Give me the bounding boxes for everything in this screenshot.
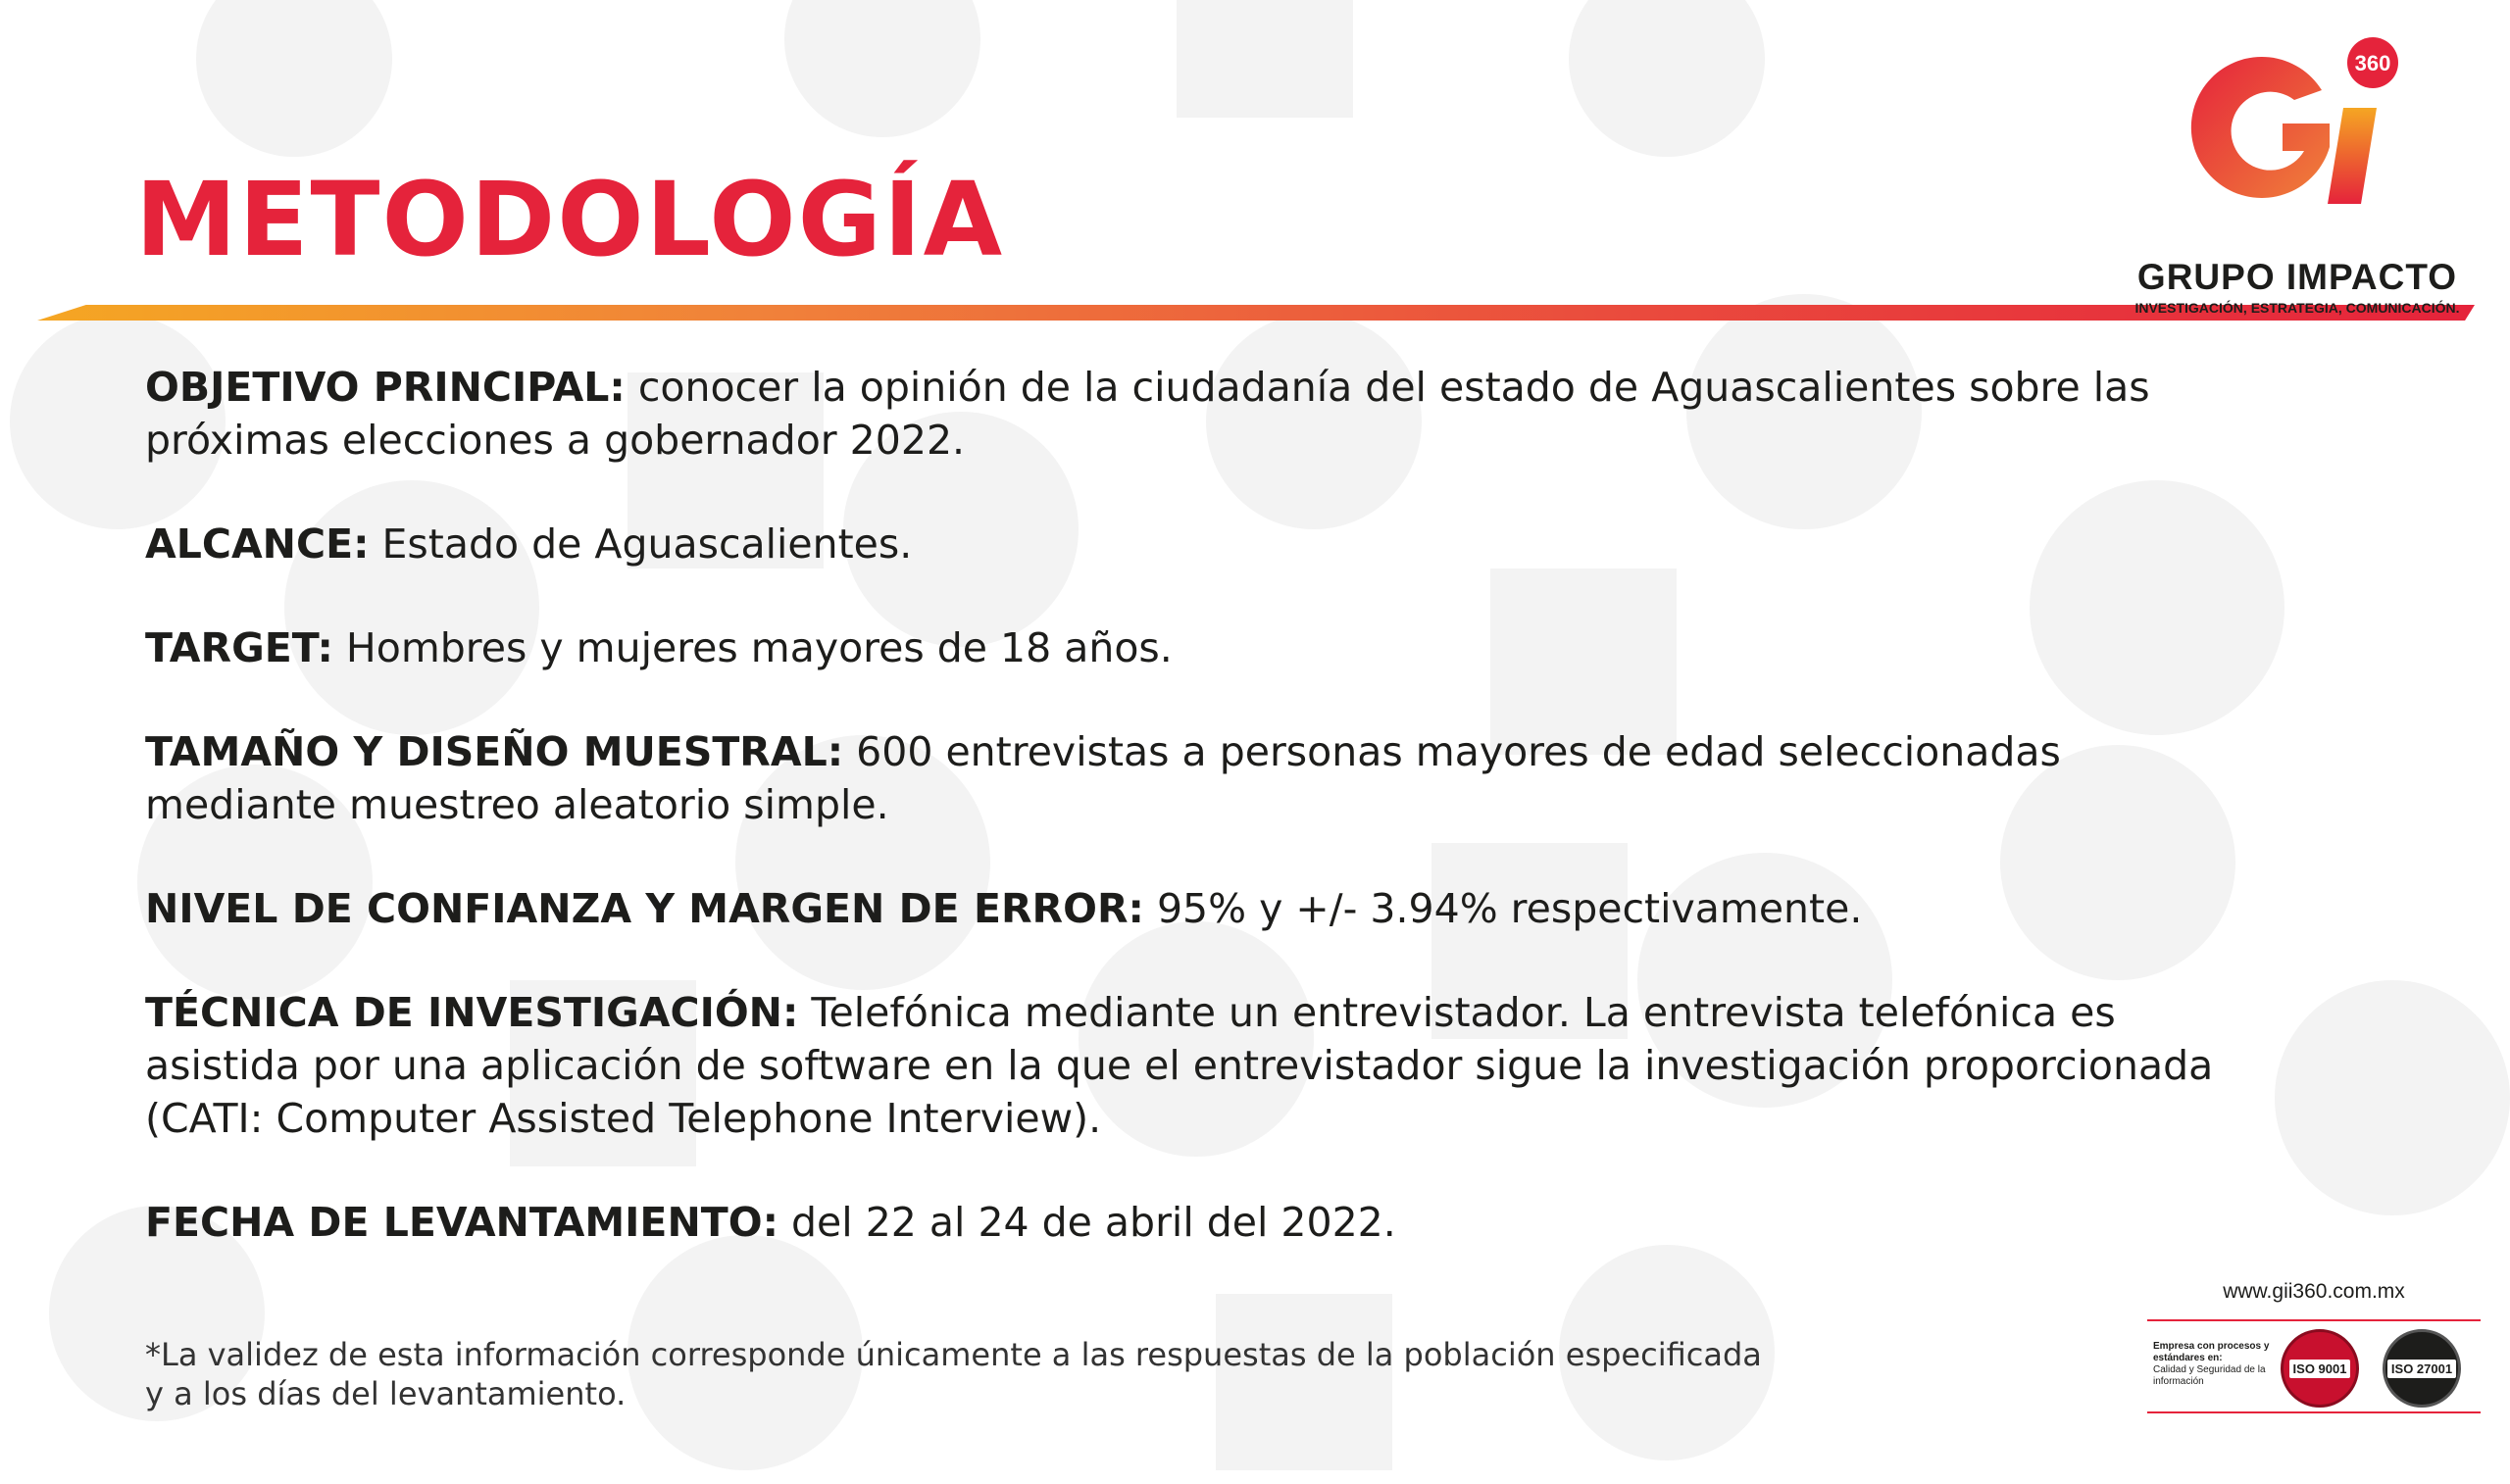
section-label: TÉCNICA DE INVESTIGACIÓN: (145, 989, 799, 1036)
logo-tagline: INVESTIGACIÓN, ESTRATEGIA, COMUNICACIÓN. (2134, 300, 2460, 316)
disclaimer (145, 1335, 1910, 1413)
section-label: OBJETIVO PRINCIPAL: (145, 364, 626, 411)
certification-detail: Calidad y Seguridad de la información (2153, 1364, 2266, 1387)
svg-text:360: 360 (2354, 51, 2391, 75)
section-label: TARGET: (145, 624, 333, 671)
section-value: Estado de Aguascalientes. (369, 520, 913, 568)
disclaimer-line: *La validez de esta información corresponde únicamente a las respuestas de la población especificada (145, 1336, 1762, 1373)
section-muestra (145, 725, 2253, 831)
gi360-logo-mark (2184, 29, 2410, 216)
iso-27001-seal-icon (2383, 1329, 2461, 1408)
logo-company-name: GRUPO IMPACTO (2136, 257, 2458, 297)
section-label: ALCANCE: (145, 520, 370, 568)
certification-text (2153, 1341, 2271, 1388)
certification-box (2147, 1319, 2481, 1413)
seal-label: ISO 9001 (2289, 1360, 2351, 1378)
section-label: NIVEL DE CONFIANZA Y MARGEN DE ERROR: (145, 885, 1144, 932)
website-link[interactable]: www.gii360.com.mx (2223, 1280, 2405, 1303)
section-value: conocer la opinión de la ciudadanía del estado de Aguascalientes sobre las próximas elecciones a gobernador 2022. (145, 364, 2150, 464)
seal-label: ISO 27001 (2387, 1360, 2456, 1378)
page-title: METODOLOGÍA (135, 160, 1005, 279)
certification-heading: Empresa con procesos y estándares en: (2153, 1341, 2270, 1363)
section-target (145, 621, 2253, 674)
section-fecha (145, 1196, 2253, 1249)
section-objetivo (145, 361, 2253, 467)
section-alcance (145, 518, 2253, 570)
title-divider (37, 305, 2475, 321)
iso-9001-seal-icon (2281, 1329, 2359, 1408)
methodology-content (145, 361, 2253, 1300)
section-value: Telefónica mediante un entrevistador. La entrevista telefónica es asistida por una aplicación de software en la que el entrevistador sigue la investigación proporcionada (CATI: Computer Assisted Telephone Interview). (145, 989, 2214, 1142)
section-tecnica (145, 986, 2253, 1145)
section-value: 95% y +/- 3.94% respectivamente. (1143, 885, 1863, 932)
section-label: FECHA DE LEVANTAMIENTO: (145, 1199, 778, 1246)
grupo-impacto-logo (2126, 29, 2479, 316)
section-label: TAMAÑO Y DISEÑO MUESTRAL: (145, 728, 844, 775)
section-value: Hombres y mujeres mayores de 18 años. (332, 624, 1173, 671)
disclaimer-line: y a los días del levantamiento. (145, 1375, 627, 1412)
section-value: 600 entrevistas a personas mayores de edad seleccionadas mediante muestreo aleatorio simple. (145, 728, 2061, 828)
section-confianza (145, 882, 2253, 935)
section-value: del 22 al 24 de abril del 2022. (778, 1199, 1396, 1246)
